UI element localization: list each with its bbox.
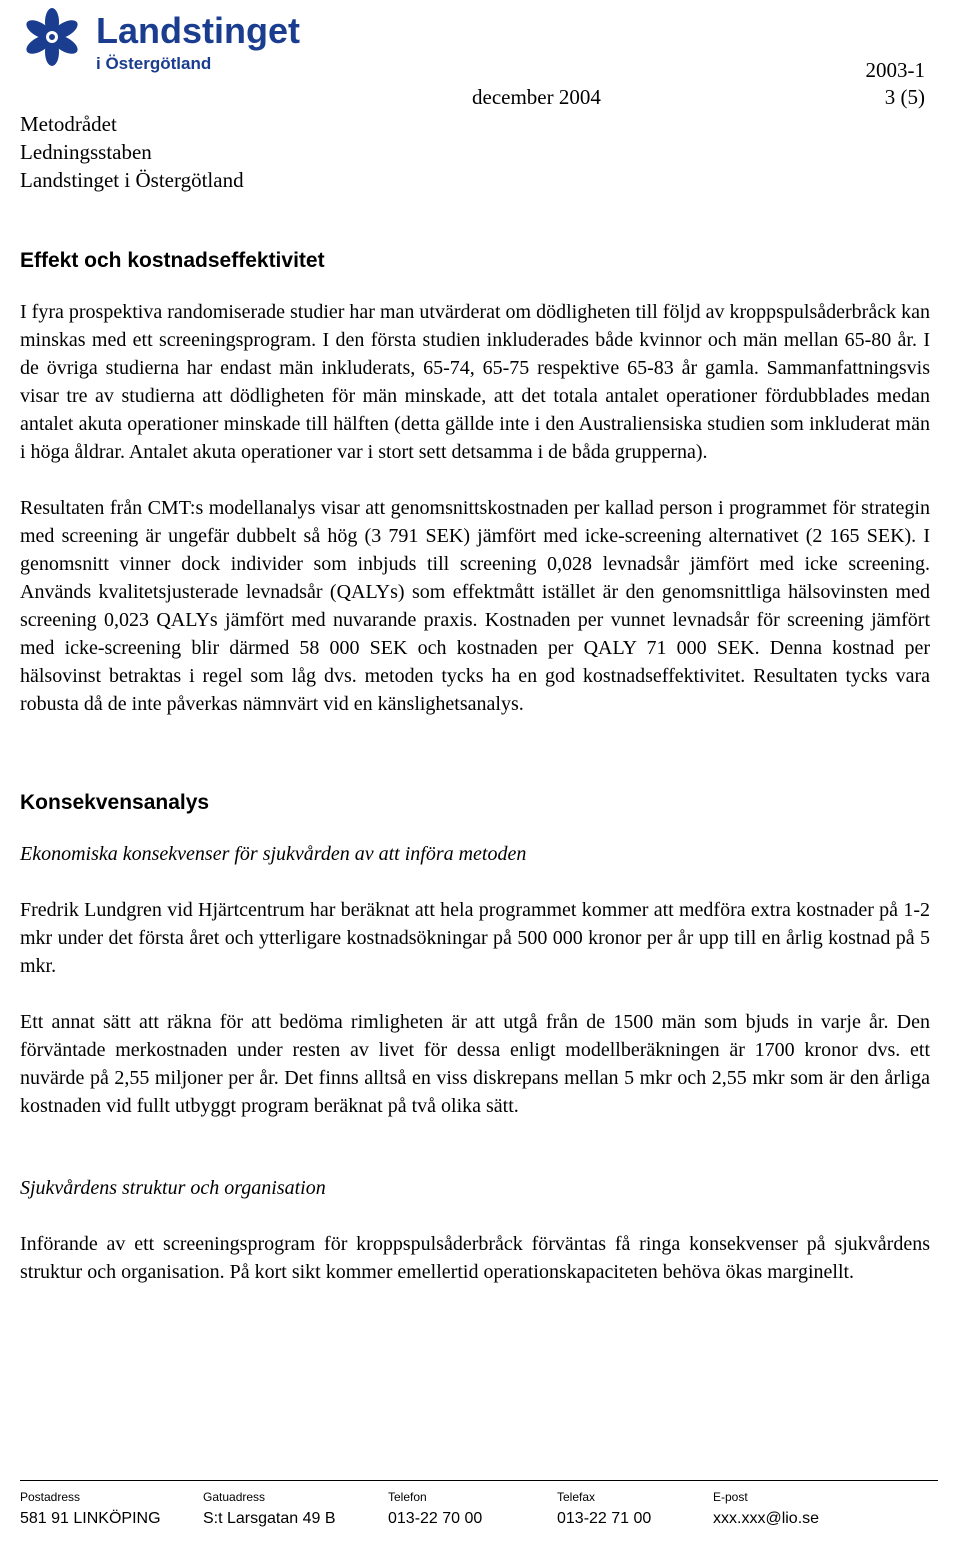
footer-label: Telefon (388, 1490, 427, 1504)
footer-value: 581 91 LINKÖPING (20, 1510, 161, 1527)
footer-label: Gatuadress (203, 1490, 266, 1504)
document-date: december 2004 (472, 85, 601, 109)
paragraph: I fyra prospektiva randomiserade studier har man utvärderat om dödligheten till följd av kroppspulsåderbråck kan minskas med ett screeningsprogram. I den första studien inkluderades både kvinnor och män mellan 65-80 år. I de övriga studierna har endast män inkluderats, 65-74, 65-75 respektive 65-83 år gamla. Sammanfattningsvis visar tre av studierna att dödligheten för män minskade, att det totala antalet operationer fördubblades medan antalet akuta operationer minskade till hälften (detta gällde inte i den Australiensiska studien som inkluderat män i höga åldrar. Antalet akuta operationer var i stort sett detsamma i de båda grupperna). (20, 301, 930, 463)
logo-name: Landstinget (96, 10, 300, 51)
footer-postadress (20, 1489, 161, 1529)
footer-label: Telefax (557, 1490, 596, 1504)
org-line: Ledningsstaben (20, 140, 152, 164)
paragraph: Fredrik Lundgren vid Hjärtcentrum har beräknat att hela programmet kommer att medföra extra kostnader på 1-2 mkr under det första året och ytterligare kostnadsökningar på 500 000 kronor per år upp till en årlig kostnad på 5 mkr. (20, 899, 930, 977)
footer-telefax (557, 1489, 651, 1529)
subheading-struktur: Sjukvårdens struktur och organisation (20, 1177, 326, 1199)
page-number: 3 (5) (884, 85, 925, 109)
footer-value: 013-22 71 00 (557, 1510, 652, 1527)
paragraph: Resultaten från CMT:s modellanalys visar att genomsnittskostnaden per kallad person i programmet för strategin med screening är ungefär dubbelt så hög (3 791 SEK) jämfört med icke-screening alternativet (2 165 SEK). I genomsnitt vinner dock individer som inbjuds till screening 0,028 levnadsår jämfört med icke screening. Används kvalitetsjusterade levnadsår (QALYs) som effektmått istället är den genomsnittliga hälsovinsten med screening 0,023 QALYs jämfört med nuvarande praxis. Kostnaden per vunnet levnadsår för screening jämfört med icke-screening blir därmed 58 000 SEK och kostnaden per QALY 71 000 SEK. Denna kostnad per hälsovinst betraktas i regel som låg dvs. metoden tycks ha en god kostnadseffektivitet. Resultaten tycks vara robusta då de inte påverkas nämnvärt vid en känslighetsanalys. (20, 497, 930, 715)
footer-label: Postadress (20, 1490, 81, 1504)
logo-sub: i Östergötland (96, 54, 212, 73)
footer-value: S:t Larsgatan 49 B (203, 1510, 336, 1527)
flower-emblem-icon (23, 8, 80, 66)
document-body (20, 246, 930, 1286)
document-number: 2003-1 (865, 58, 925, 82)
organization-block (20, 110, 244, 194)
section-heading-effekt: Effekt och kostnadseffektivitet (20, 249, 325, 272)
org-line: Metodrådet (20, 112, 117, 136)
footer-value: 013-22 70 00 (388, 1510, 483, 1527)
section-heading-konsekvens: Konsekvensanalys (20, 791, 210, 814)
footer-telefon (388, 1489, 482, 1529)
footer-label: E-post (713, 1490, 748, 1504)
footer-epost[interactable] (713, 1489, 819, 1529)
paragraph: Införande av ett screeningsprogram för kroppspulsåderbråck förväntas få ringa konsekvenser på sjukvårdens struktur och organisation. På kort sikt kommer emellertid operationskapaciteten behöva ökas marginellt. (20, 1233, 930, 1283)
footer-email-link[interactable]: xxx.xxx@lio.se (713, 1510, 820, 1527)
footer (20, 1480, 938, 1541)
landstinget-logo (20, 3, 320, 75)
subheading-ekonomiska: Ekonomiska konsekvenser för sjukvården av att införa metoden (20, 843, 527, 865)
org-line: Landstinget i Östergötland (20, 168, 244, 192)
paragraph: Ett annat sätt att räkna för att bedöma rimligheten är att utgå från de 1500 män som bjuds in varje år. Den förväntade merkostnaden under resten av livet för dessa enligt modellberäkningen är 1700 kronor dvs. ett nuvärde på 2,55 miljoner per år. Det finns alltså en viss diskrepans mellan 5 mkr och 2,55 mkr som är den årliga kostnaden vid fullt utbyggt program beräknat på två olika sätt. (20, 1011, 930, 1117)
footer-gatuadress (203, 1489, 336, 1529)
